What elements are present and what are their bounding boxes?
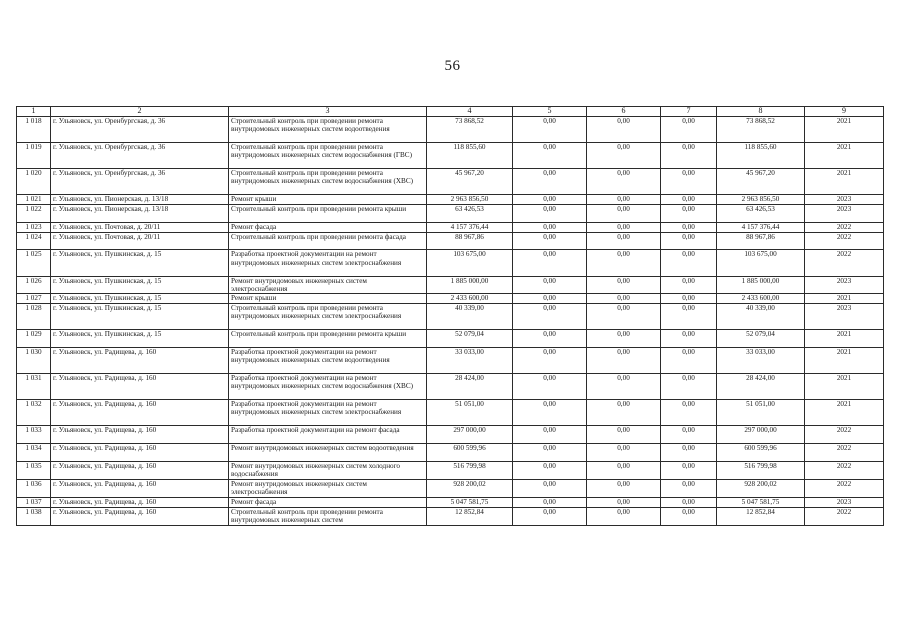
fund-local-cell: 0,00: [661, 304, 717, 330]
row-number: 1 038: [17, 507, 51, 525]
address-cell: г. Ульяновск, ул. Оренбургская, д. 36: [51, 143, 229, 169]
row-number: 1 027: [17, 294, 51, 304]
fund-regional-cell: 0,00: [587, 330, 661, 348]
fund-owners-cell: 103 675,00: [717, 250, 805, 276]
column-header: 6: [587, 107, 661, 117]
fund-owners-cell: 88 967,86: [717, 232, 805, 250]
total-cost-cell: 88 967,86: [427, 232, 513, 250]
work-type-cell: Строительный контроль при проведении ремонта внутридомовых инженерных систем водоснабжения (ГВС): [229, 143, 427, 169]
fund-regional-cell: 0,00: [587, 195, 661, 205]
row-number: 1 023: [17, 222, 51, 232]
year-cell: 2022: [805, 462, 884, 480]
table-row: [17, 400, 884, 426]
fund-federal-cell: 0,00: [513, 304, 587, 330]
total-cost-cell: 4 157 376,44: [427, 222, 513, 232]
work-type-cell: Ремонт крыши: [229, 294, 427, 304]
address-cell: г. Ульяновск, ул. Пушкинская, д. 15: [51, 330, 229, 348]
year-cell: 2021: [805, 348, 884, 374]
fund-regional-cell: 0,00: [587, 232, 661, 250]
fund-regional-cell: 0,00: [587, 143, 661, 169]
address-cell: г. Ульяновск, ул. Пионерская, д. 13/18: [51, 195, 229, 205]
row-number: 1 018: [17, 117, 51, 143]
fund-owners-cell: 516 799,98: [717, 462, 805, 480]
work-type-cell: Ремонт внутридомовых инженерных систем электроснабжения: [229, 276, 427, 294]
row-number: 1 028: [17, 304, 51, 330]
fund-federal-cell: 0,00: [513, 400, 587, 426]
year-cell: 2022: [805, 232, 884, 250]
fund-regional-cell: 0,00: [587, 444, 661, 462]
fund-owners-cell: 2 433 600,00: [717, 294, 805, 304]
fund-federal-cell: 0,00: [513, 330, 587, 348]
fund-regional-cell: 0,00: [587, 497, 661, 507]
year-cell: 2021: [805, 117, 884, 143]
column-header: 7: [661, 107, 717, 117]
total-cost-cell: 52 079,04: [427, 330, 513, 348]
address-cell: г. Ульяновск, ул. Оренбургская, д. 36: [51, 117, 229, 143]
address-cell: г. Ульяновск, ул. Радищева, д. 160: [51, 497, 229, 507]
table-body: [17, 117, 884, 526]
row-number: 1 020: [17, 169, 51, 195]
table-row: [17, 204, 884, 222]
year-cell: 2022: [805, 507, 884, 525]
header-row: [17, 107, 884, 117]
fund-owners-cell: 297 000,00: [717, 426, 805, 444]
table-row: [17, 143, 884, 169]
address-cell: г. Ульяновск, ул. Пушкинская, д. 15: [51, 276, 229, 294]
work-type-cell: Разработка проектной документации на ремонт внутридомовых инженерных систем водоснабжения (ХВС): [229, 374, 427, 400]
column-header: 1: [17, 107, 51, 117]
total-cost-cell: 118 855,60: [427, 143, 513, 169]
column-header: 9: [805, 107, 884, 117]
address-cell: г. Ульяновск, ул. Оренбургская, д. 36: [51, 169, 229, 195]
table-row: [17, 480, 884, 498]
total-cost-cell: 40 339,00: [427, 304, 513, 330]
fund-local-cell: 0,00: [661, 426, 717, 444]
fund-local-cell: 0,00: [661, 480, 717, 498]
table-row: [17, 304, 884, 330]
fund-local-cell: 0,00: [661, 143, 717, 169]
table-row: [17, 276, 884, 294]
fund-federal-cell: 0,00: [513, 444, 587, 462]
table-row: [17, 348, 884, 374]
address-cell: г. Ульяновск, ул. Радищева, д. 160: [51, 462, 229, 480]
row-number: 1 033: [17, 426, 51, 444]
column-header: 5: [513, 107, 587, 117]
fund-federal-cell: 0,00: [513, 169, 587, 195]
column-header: 2: [51, 107, 229, 117]
fund-regional-cell: 0,00: [587, 169, 661, 195]
table-row: [17, 507, 884, 525]
fund-local-cell: 0,00: [661, 374, 717, 400]
total-cost-cell: 12 852,84: [427, 507, 513, 525]
address-cell: г. Ульяновск, ул. Радищева, д. 160: [51, 426, 229, 444]
work-type-cell: Строительный контроль при проведении ремонта внутридомовых инженерных систем водоснабжения (ХВС): [229, 169, 427, 195]
year-cell: 2021: [805, 169, 884, 195]
fund-owners-cell: 51 051,00: [717, 400, 805, 426]
fund-regional-cell: 0,00: [587, 304, 661, 330]
fund-local-cell: 0,00: [661, 462, 717, 480]
table-row: [17, 195, 884, 205]
fund-local-cell: 0,00: [661, 232, 717, 250]
fund-owners-cell: 45 967,20: [717, 169, 805, 195]
year-cell: 2023: [805, 276, 884, 294]
fund-regional-cell: 0,00: [587, 250, 661, 276]
table-row: [17, 497, 884, 507]
fund-owners-cell: 40 339,00: [717, 304, 805, 330]
fund-owners-cell: 928 200,02: [717, 480, 805, 498]
page-number: 56: [444, 58, 461, 74]
year-cell: 2021: [805, 294, 884, 304]
row-number: 1 029: [17, 330, 51, 348]
row-number: 1 036: [17, 480, 51, 498]
column-header: 4: [427, 107, 513, 117]
fund-regional-cell: 0,00: [587, 204, 661, 222]
table-row: [17, 374, 884, 400]
fund-local-cell: 0,00: [661, 222, 717, 232]
fund-local-cell: 0,00: [661, 276, 717, 294]
fund-federal-cell: 0,00: [513, 374, 587, 400]
fund-owners-cell: 4 157 376,44: [717, 222, 805, 232]
fund-owners-cell: 2 963 856,50: [717, 195, 805, 205]
work-type-cell: Разработка проектной документации на ремонт внутридомовых инженерных систем электроснабжения: [229, 400, 427, 426]
work-type-cell: Ремонт фасада: [229, 497, 427, 507]
year-cell: 2023: [805, 204, 884, 222]
fund-federal-cell: 0,00: [513, 348, 587, 374]
fund-regional-cell: 0,00: [587, 374, 661, 400]
fund-owners-cell: 118 855,60: [717, 143, 805, 169]
fund-owners-cell: 52 079,04: [717, 330, 805, 348]
fund-federal-cell: 0,00: [513, 204, 587, 222]
total-cost-cell: 2 433 600,00: [427, 294, 513, 304]
fund-local-cell: 0,00: [661, 507, 717, 525]
fund-federal-cell: 0,00: [513, 294, 587, 304]
work-type-cell: Разработка проектной документации на ремонт внутридомовых инженерных систем электроснабжения: [229, 250, 427, 276]
fund-regional-cell: 0,00: [587, 276, 661, 294]
total-cost-cell: 73 868,52: [427, 117, 513, 143]
fund-federal-cell: 0,00: [513, 480, 587, 498]
total-cost-cell: 28 424,00: [427, 374, 513, 400]
fund-federal-cell: 0,00: [513, 497, 587, 507]
fund-local-cell: 0,00: [661, 250, 717, 276]
fund-local-cell: 0,00: [661, 497, 717, 507]
address-cell: г. Ульяновск, ул. Пушкинская, д. 15: [51, 294, 229, 304]
fund-federal-cell: 0,00: [513, 222, 587, 232]
column-header: 3: [229, 107, 427, 117]
fund-local-cell: 0,00: [661, 444, 717, 462]
work-type-cell: Строительный контроль при проведении ремонта внутридомовых инженерных систем электроснабжения: [229, 304, 427, 330]
table-row: [17, 222, 884, 232]
work-type-cell: Ремонт фасада: [229, 222, 427, 232]
work-type-cell: Ремонт крыши: [229, 195, 427, 205]
fund-local-cell: 0,00: [661, 294, 717, 304]
total-cost-cell: 51 051,00: [427, 400, 513, 426]
fund-owners-cell: 600 599,96: [717, 444, 805, 462]
fund-regional-cell: 0,00: [587, 480, 661, 498]
row-number: 1 024: [17, 232, 51, 250]
fund-federal-cell: 0,00: [513, 250, 587, 276]
fund-regional-cell: 0,00: [587, 507, 661, 525]
work-type-cell: Строительный контроль при проведении ремонта внутридомовых инженерных систем: [229, 507, 427, 525]
fund-federal-cell: 0,00: [513, 276, 587, 294]
fund-regional-cell: 0,00: [587, 348, 661, 374]
work-type-cell: Ремонт внутридомовых инженерных систем водоотведения: [229, 444, 427, 462]
year-cell: 2023: [805, 497, 884, 507]
year-cell: 2023: [805, 195, 884, 205]
work-type-cell: Строительный контроль при проведении ремонта крыши: [229, 204, 427, 222]
row-number: 1 021: [17, 195, 51, 205]
address-cell: г. Ульяновск, ул. Почтовая, д. 20/11: [51, 232, 229, 250]
address-cell: г. Ульяновск, ул. Радищева, д. 160: [51, 348, 229, 374]
total-cost-cell: 297 000,00: [427, 426, 513, 444]
row-number: 1 037: [17, 497, 51, 507]
row-number: 1 035: [17, 462, 51, 480]
year-cell: 2021: [805, 143, 884, 169]
row-number: 1 030: [17, 348, 51, 374]
fund-regional-cell: 0,00: [587, 117, 661, 143]
address-cell: г. Ульяновск, ул. Радищева, д. 160: [51, 374, 229, 400]
row-number: 1 034: [17, 444, 51, 462]
year-cell: 2022: [805, 250, 884, 276]
year-cell: 2021: [805, 374, 884, 400]
work-type-cell: Ремонт внутридомовых инженерных систем электроснабжения: [229, 480, 427, 498]
year-cell: 2022: [805, 480, 884, 498]
total-cost-cell: 33 033,00: [427, 348, 513, 374]
fund-regional-cell: 0,00: [587, 462, 661, 480]
address-cell: г. Ульяновск, ул. Радищева, д. 160: [51, 480, 229, 498]
table-row: [17, 444, 884, 462]
fund-local-cell: 0,00: [661, 400, 717, 426]
total-cost-cell: 1 885 000,00: [427, 276, 513, 294]
total-cost-cell: 103 675,00: [427, 250, 513, 276]
fund-owners-cell: 33 033,00: [717, 348, 805, 374]
year-cell: 2022: [805, 444, 884, 462]
fund-owners-cell: 63 426,53: [717, 204, 805, 222]
fund-owners-cell: 28 424,00: [717, 374, 805, 400]
table-row: [17, 330, 884, 348]
work-type-cell: Строительный контроль при проведении ремонта крыши: [229, 330, 427, 348]
fund-local-cell: 0,00: [661, 204, 717, 222]
fund-owners-cell: 73 868,52: [717, 117, 805, 143]
table-row: [17, 462, 884, 480]
address-cell: г. Ульяновск, ул. Радищева, д. 160: [51, 400, 229, 426]
fund-owners-cell: 5 047 581,75: [717, 497, 805, 507]
capital-repair-table: [16, 106, 884, 526]
address-cell: г. Ульяновск, ул. Радищева, д. 160: [51, 507, 229, 525]
fund-local-cell: 0,00: [661, 195, 717, 205]
work-type-cell: Ремонт внутридомовых инженерных систем холодного водоснабжения: [229, 462, 427, 480]
fund-local-cell: 0,00: [661, 169, 717, 195]
fund-federal-cell: 0,00: [513, 143, 587, 169]
year-cell: 2021: [805, 330, 884, 348]
table-row: [17, 426, 884, 444]
fund-federal-cell: 0,00: [513, 507, 587, 525]
row-number: 1 026: [17, 276, 51, 294]
fund-federal-cell: 0,00: [513, 462, 587, 480]
fund-regional-cell: 0,00: [587, 294, 661, 304]
fund-regional-cell: 0,00: [587, 222, 661, 232]
table-row: [17, 169, 884, 195]
fund-regional-cell: 0,00: [587, 400, 661, 426]
fund-owners-cell: 12 852,84: [717, 507, 805, 525]
row-number: 1 022: [17, 204, 51, 222]
address-cell: г. Ульяновск, ул. Пушкинская, д. 15: [51, 304, 229, 330]
work-type-cell: Разработка проектной документации на ремонт внутридомовых инженерных систем водоотведения: [229, 348, 427, 374]
table-row: [17, 117, 884, 143]
fund-regional-cell: 0,00: [587, 426, 661, 444]
table-row: [17, 232, 884, 250]
total-cost-cell: 928 200,02: [427, 480, 513, 498]
fund-local-cell: 0,00: [661, 117, 717, 143]
column-header: 8: [717, 107, 805, 117]
total-cost-cell: 63 426,53: [427, 204, 513, 222]
work-type-cell: Строительный контроль при проведении ремонта фасада: [229, 232, 427, 250]
fund-federal-cell: 0,00: [513, 195, 587, 205]
address-cell: г. Ульяновск, ул. Радищева, д. 160: [51, 444, 229, 462]
fund-local-cell: 0,00: [661, 348, 717, 374]
work-type-cell: Строительный контроль при проведении ремонта внутридомовых инженерных систем водоотведения: [229, 117, 427, 143]
work-type-cell: Разработка проектной документации на ремонт фасада: [229, 426, 427, 444]
year-cell: 2021: [805, 400, 884, 426]
row-number: 1 031: [17, 374, 51, 400]
fund-federal-cell: 0,00: [513, 117, 587, 143]
table-row: [17, 294, 884, 304]
year-cell: 2022: [805, 426, 884, 444]
address-cell: г. Ульяновск, ул. Почтовая, д. 20/11: [51, 222, 229, 232]
row-number: 1 032: [17, 400, 51, 426]
year-cell: 2022: [805, 222, 884, 232]
total-cost-cell: 516 799,98: [427, 462, 513, 480]
row-number: 1 025: [17, 250, 51, 276]
total-cost-cell: 2 963 856,50: [427, 195, 513, 205]
table-row: [17, 250, 884, 276]
total-cost-cell: 45 967,20: [427, 169, 513, 195]
total-cost-cell: 600 599,96: [427, 444, 513, 462]
fund-local-cell: 0,00: [661, 330, 717, 348]
row-number: 1 019: [17, 143, 51, 169]
address-cell: г. Ульяновск, ул. Пушкинская, д. 15: [51, 250, 229, 276]
address-cell: г. Ульяновск, ул. Пионерская, д. 13/18: [51, 204, 229, 222]
year-cell: 2023: [805, 304, 884, 330]
fund-owners-cell: 1 885 000,00: [717, 276, 805, 294]
total-cost-cell: 5 047 581,75: [427, 497, 513, 507]
fund-federal-cell: 0,00: [513, 426, 587, 444]
fund-federal-cell: 0,00: [513, 232, 587, 250]
